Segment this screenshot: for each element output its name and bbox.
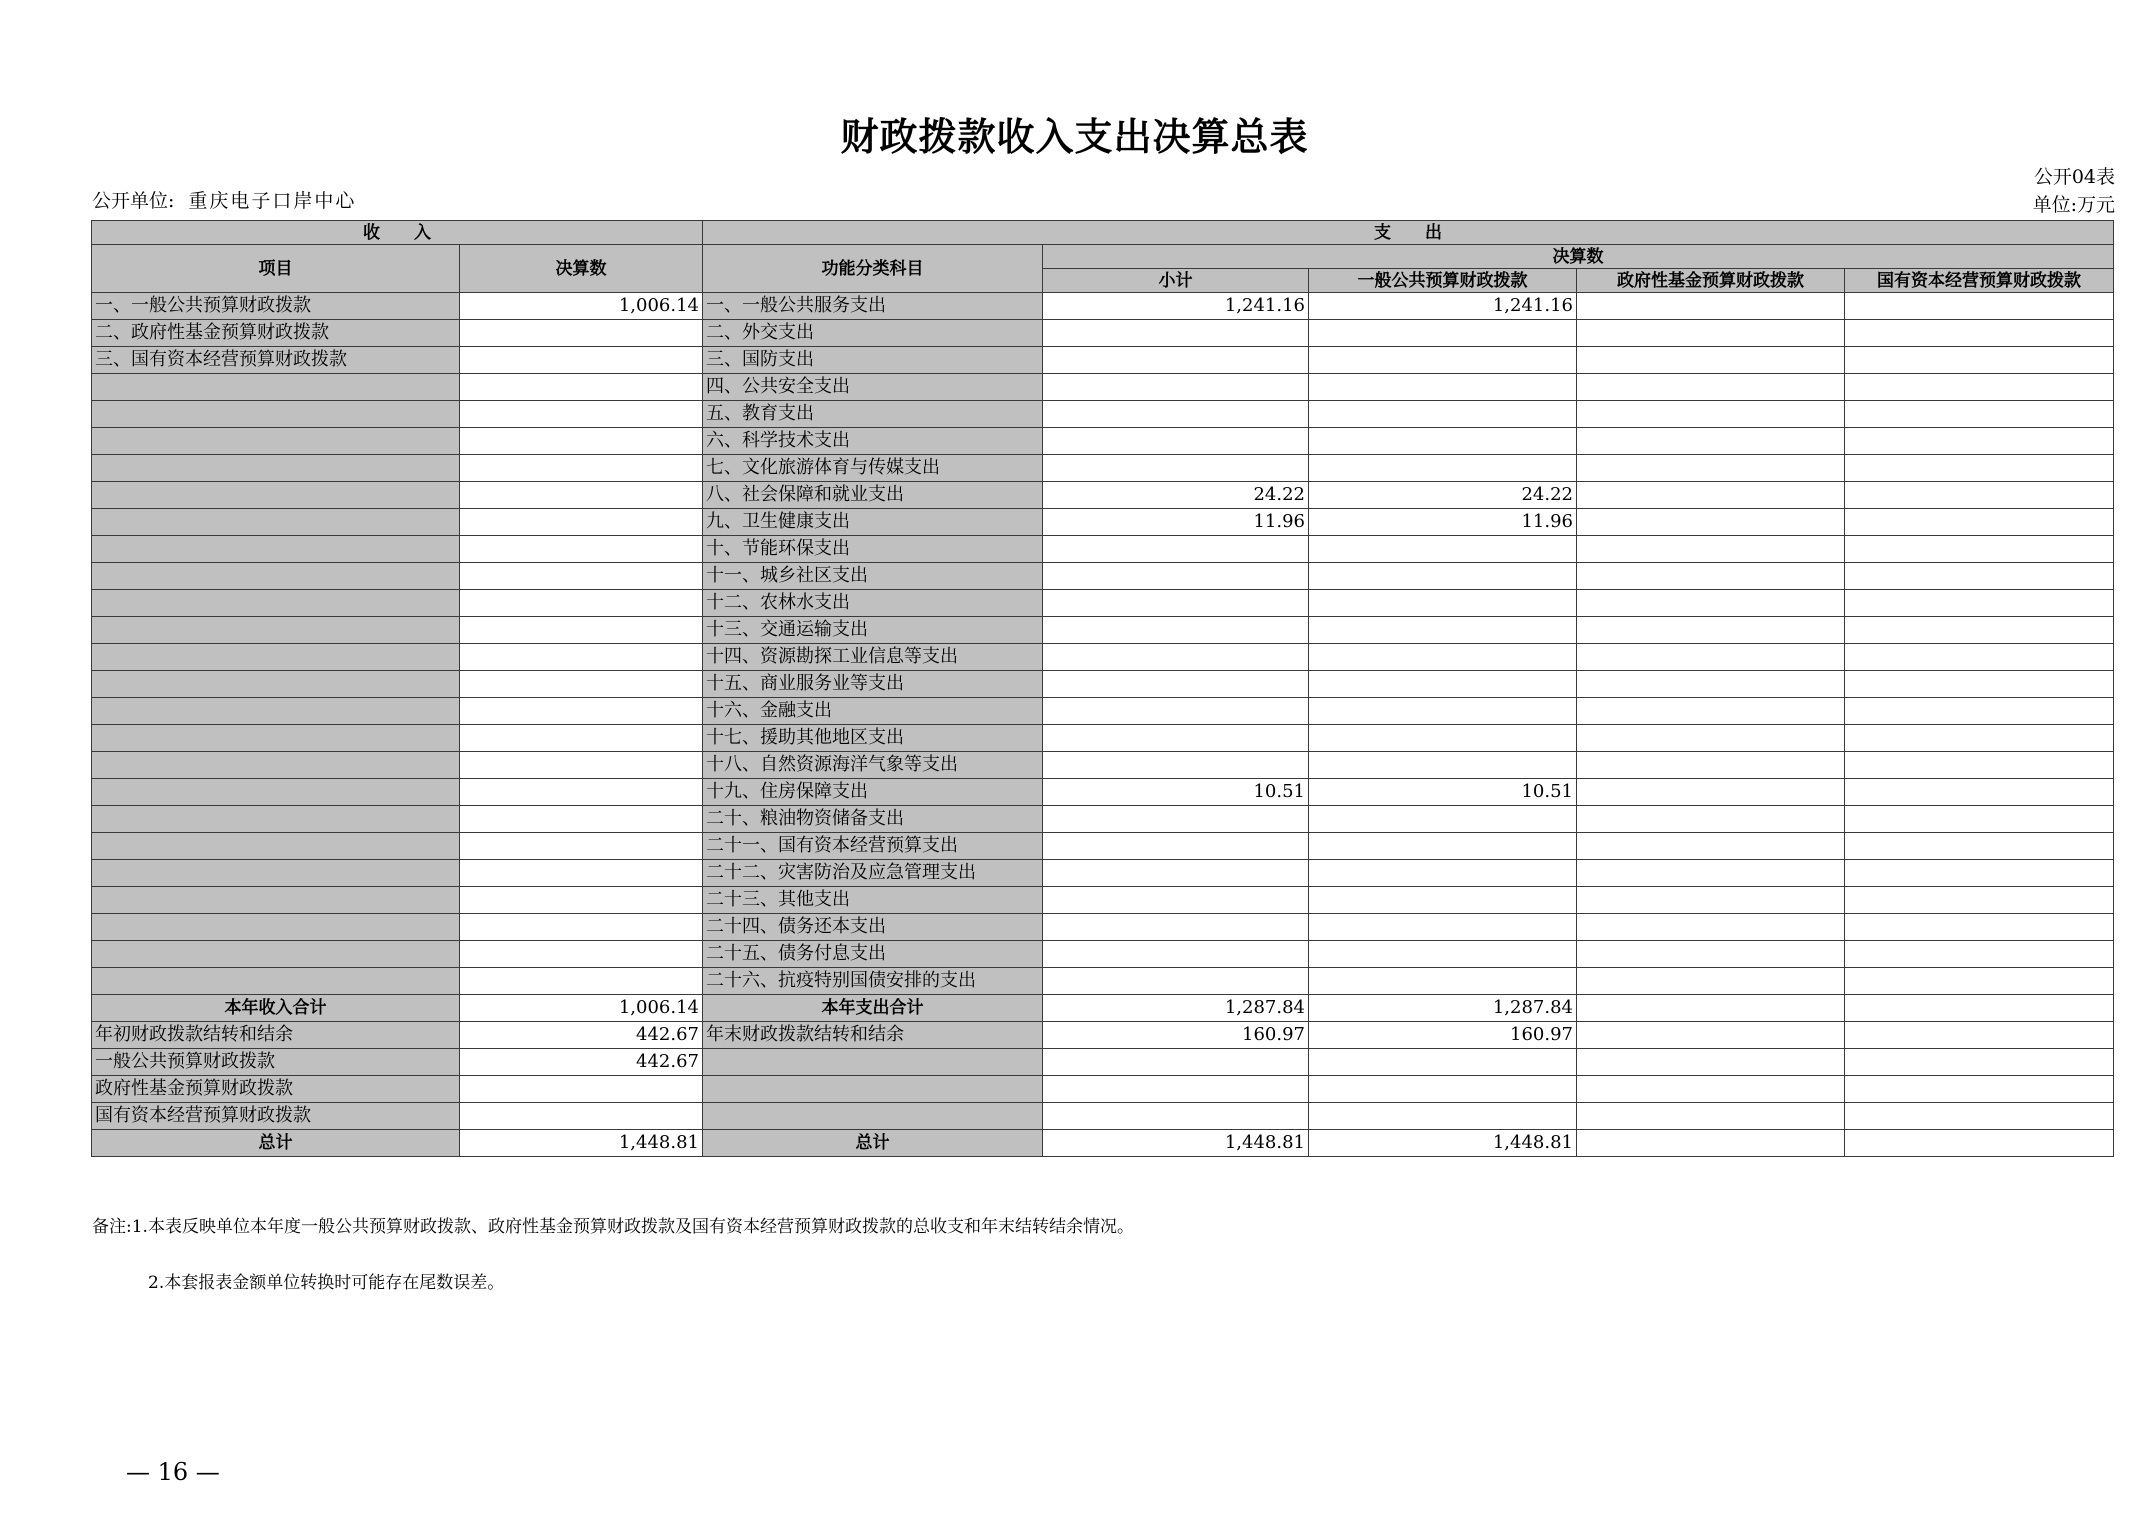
general-budget-cell: 1,287.84: [1309, 995, 1577, 1022]
income-amount-cell: [460, 860, 703, 887]
table-row: [92, 671, 2114, 698]
state-capital-cell: [1845, 995, 2114, 1022]
income-amount-cell: [460, 941, 703, 968]
function-item-cell: 五、教育支出: [703, 401, 1043, 428]
gov-fund-cell: [1577, 887, 1845, 914]
empty-amount-cell: [1845, 1049, 2114, 1076]
carryover-sub-amount-cell: [460, 1076, 703, 1103]
general-budget-cell: [1309, 887, 1577, 914]
note-2: 2.本套报表金额单位转换时可能存在尾数误差。: [148, 1273, 505, 1293]
state-capital-cell: [1845, 698, 2114, 725]
income-amount-cell: [460, 671, 703, 698]
carryover-sub-row: [92, 1103, 2114, 1130]
function-item-cell: 八、社会保障和就业支出: [703, 482, 1043, 509]
subtotal-cell: 1,287.84: [1043, 995, 1309, 1022]
subtotal-cell: [1043, 752, 1309, 779]
year-total-row: [92, 995, 2114, 1022]
gov-fund-cell: [1577, 1022, 1845, 1049]
income-item-cell: [92, 671, 460, 698]
general-budget-cell: 11.96: [1309, 509, 1577, 536]
income-item-cell: [92, 698, 460, 725]
function-item-cell: 十三、交通运输支出: [703, 617, 1043, 644]
gov-fund-cell: [1577, 671, 1845, 698]
org-label: 公开单位:: [92, 190, 175, 212]
general-budget-cell: [1309, 671, 1577, 698]
function-item-cell: 二十四、债务还本支出: [703, 914, 1043, 941]
table-row: [92, 941, 2114, 968]
empty-amount-cell: [1845, 1103, 2114, 1130]
income-amount-cell: [460, 617, 703, 644]
income-amount-cell: [460, 698, 703, 725]
gov-fund-cell: [1577, 401, 1845, 428]
table-row: [92, 860, 2114, 887]
table-row: [92, 455, 2114, 482]
general-budget-cell: [1309, 725, 1577, 752]
empty-amount-cell: [1577, 1049, 1845, 1076]
subtotal-cell: [1043, 833, 1309, 860]
general-budget-cell: [1309, 833, 1577, 860]
function-item-cell: 十九、住房保障支出: [703, 779, 1043, 806]
col-header-func: 功能分类科目: [703, 245, 1043, 293]
state-capital-cell: [1845, 401, 2114, 428]
empty-amount-cell: [1043, 1103, 1309, 1130]
function-item-cell: 六、科学技术支出: [703, 428, 1043, 455]
income-item-cell: [92, 563, 460, 590]
state-capital-cell: [1845, 887, 2114, 914]
income-item-cell: [92, 914, 460, 941]
income-amount-cell: 1,448.81: [460, 1130, 703, 1157]
subtotal-cell: [1043, 563, 1309, 590]
table-row: [92, 752, 2114, 779]
state-capital-cell: [1845, 509, 2114, 536]
subtotal-cell: [1043, 698, 1309, 725]
table-row: [92, 482, 2114, 509]
table-row: [92, 536, 2114, 563]
income-item-cell: [92, 806, 460, 833]
state-capital-cell: [1845, 374, 2114, 401]
general-budget-cell: [1309, 374, 1577, 401]
gov-fund-cell: [1577, 779, 1845, 806]
gov-fund-cell: [1577, 644, 1845, 671]
empty-amount-cell: [1845, 1076, 2114, 1103]
gov-fund-cell: [1577, 941, 1845, 968]
subtotal-cell: [1043, 725, 1309, 752]
carryover-sub-row: [92, 1049, 2114, 1076]
general-budget-cell: 1,241.16: [1309, 293, 1577, 320]
subtotal-cell: [1043, 320, 1309, 347]
form-number: 公开04表: [2033, 166, 2115, 188]
gov-fund-cell: [1577, 590, 1845, 617]
gov-fund-cell: [1577, 995, 1845, 1022]
income-item-cell: [92, 860, 460, 887]
empty-amount-cell: [1577, 1076, 1845, 1103]
empty-amount-cell: [1309, 1049, 1577, 1076]
income-item-cell: [92, 428, 460, 455]
expense-label-cell: 本年支出合计: [703, 995, 1043, 1022]
general-budget-cell: [1309, 455, 1577, 482]
carryover-sub-label-cell: 国有资本经营预算财政拨款: [92, 1103, 460, 1130]
general-budget-cell: [1309, 806, 1577, 833]
income-item-cell: 三、国有资本经营预算财政拨款: [92, 347, 460, 374]
table-row: [92, 887, 2114, 914]
income-label-cell: 年初财政拨款结转和结余: [92, 1022, 460, 1049]
table-row: [92, 617, 2114, 644]
function-item-cell: 十二、农林水支出: [703, 590, 1043, 617]
income-item-cell: [92, 374, 460, 401]
page-number: — 16 —: [126, 1458, 220, 1486]
general-budget-cell: 10.51: [1309, 779, 1577, 806]
income-item-cell: 二、政府性基金预算财政拨款: [92, 320, 460, 347]
col-header-subtotal: 小计: [1043, 269, 1309, 293]
income-amount-cell: 442.67: [460, 1022, 703, 1049]
table-row: [92, 293, 2114, 320]
general-budget-cell: [1309, 644, 1577, 671]
state-capital-cell: [1845, 536, 2114, 563]
state-capital-cell: [1845, 914, 2114, 941]
gov-fund-cell: [1577, 1130, 1845, 1157]
state-capital-cell: [1845, 806, 2114, 833]
function-item-cell: 一、一般公共服务支出: [703, 293, 1043, 320]
function-item-cell: 七、文化旅游体育与传媒支出: [703, 455, 1043, 482]
state-capital-cell: [1845, 293, 2114, 320]
gov-fund-cell: [1577, 860, 1845, 887]
income-amount-cell: [460, 752, 703, 779]
gov-fund-cell: [1577, 293, 1845, 320]
function-item-cell: 二、外交支出: [703, 320, 1043, 347]
function-item-cell: 二十三、其他支出: [703, 887, 1043, 914]
subtotal-cell: 11.96: [1043, 509, 1309, 536]
carryover-row: [92, 1022, 2114, 1049]
general-budget-cell: [1309, 401, 1577, 428]
income-amount-cell: [460, 482, 703, 509]
state-capital-cell: [1845, 590, 2114, 617]
col-header-final: 决算数: [1043, 245, 2114, 269]
state-capital-cell: [1845, 320, 2114, 347]
gov-fund-cell: [1577, 914, 1845, 941]
subtotal-cell: [1043, 914, 1309, 941]
state-capital-cell: [1845, 725, 2114, 752]
income-amount-cell: [460, 833, 703, 860]
expense-label-cell: 年末财政拨款结转和结余: [703, 1022, 1043, 1049]
income-amount-cell: [460, 455, 703, 482]
empty-amount-cell: [1043, 1076, 1309, 1103]
state-capital-cell: [1845, 644, 2114, 671]
empty-amount-cell: [1043, 1049, 1309, 1076]
subtotal-cell: [1043, 428, 1309, 455]
income-amount-cell: 1,006.14: [460, 995, 703, 1022]
col-header-item: 项目: [92, 245, 460, 293]
gov-fund-cell: [1577, 968, 1845, 995]
expense-label-cell: 总计: [703, 1130, 1043, 1157]
function-item-cell: 十八、自然资源海洋气象等支出: [703, 752, 1043, 779]
gov-fund-cell: [1577, 563, 1845, 590]
state-capital-cell: [1845, 1130, 2114, 1157]
state-capital-cell: [1845, 428, 2114, 455]
table-row: [92, 320, 2114, 347]
subtotal-cell: 10.51: [1043, 779, 1309, 806]
function-item-cell: 十、节能环保支出: [703, 536, 1043, 563]
income-item-cell: [92, 887, 460, 914]
org-line: [92, 186, 356, 213]
state-capital-cell: [1845, 482, 2114, 509]
note-1: 备注:1.本表反映单位本年度一般公共预算财政拨款、政府性基金预算财政拨款及国有资本经营预算财政拨款的总收支和年末结转结余情况。: [92, 1217, 1134, 1237]
income-amount-cell: [460, 644, 703, 671]
subtotal-cell: [1043, 536, 1309, 563]
table-row: [92, 914, 2114, 941]
empty-function-cell: [703, 1103, 1043, 1130]
gov-fund-cell: [1577, 752, 1845, 779]
col-header-amount: 决算数: [460, 245, 703, 293]
subtotal-cell: [1043, 455, 1309, 482]
carryover-sub-amount-cell: 442.67: [460, 1049, 703, 1076]
income-item-cell: [92, 968, 460, 995]
function-item-cell: 三、国防支出: [703, 347, 1043, 374]
function-item-cell: 九、卫生健康支出: [703, 509, 1043, 536]
income-amount-cell: [460, 914, 703, 941]
income-item-cell: [92, 455, 460, 482]
state-capital-cell: [1845, 779, 2114, 806]
function-item-cell: 二十五、债务付息支出: [703, 941, 1043, 968]
income-amount-cell: 1,006.14: [460, 293, 703, 320]
unit-label: 单位:万元: [2032, 194, 2115, 216]
income-amount-cell: [460, 374, 703, 401]
table-row: [92, 725, 2114, 752]
gov-fund-cell: [1577, 833, 1845, 860]
table-row: [92, 833, 2114, 860]
function-item-cell: 二十、粮油物资储备支出: [703, 806, 1043, 833]
income-item-cell: [92, 590, 460, 617]
table-row: [92, 563, 2114, 590]
function-item-cell: 十六、金融支出: [703, 698, 1043, 725]
income-amount-cell: [460, 779, 703, 806]
gov-fund-cell: [1577, 320, 1845, 347]
table-row: [92, 698, 2114, 725]
state-capital-cell: [1845, 860, 2114, 887]
income-amount-cell: [460, 401, 703, 428]
col-header-state: 国有资本经营预算财政拨款: [1845, 269, 2114, 293]
subtotal-cell: [1043, 347, 1309, 374]
gov-fund-cell: [1577, 509, 1845, 536]
general-budget-cell: 1,448.81: [1309, 1130, 1577, 1157]
carryover-sub-label-cell: 一般公共预算财政拨款: [92, 1049, 460, 1076]
table-row: [92, 806, 2114, 833]
general-budget-cell: [1309, 752, 1577, 779]
income-item-cell: [92, 725, 460, 752]
function-item-cell: 四、公共安全支出: [703, 374, 1043, 401]
subtotal-cell: [1043, 968, 1309, 995]
state-capital-cell: [1845, 752, 2114, 779]
general-budget-cell: [1309, 347, 1577, 374]
general-budget-cell: [1309, 860, 1577, 887]
function-item-cell: 十四、资源勘探工业信息等支出: [703, 644, 1043, 671]
income-item-cell: [92, 401, 460, 428]
income-item-cell: [92, 536, 460, 563]
income-amount-cell: [460, 725, 703, 752]
gov-fund-cell: [1577, 698, 1845, 725]
subtotal-cell: [1043, 860, 1309, 887]
income-amount-cell: [460, 806, 703, 833]
gov-fund-cell: [1577, 428, 1845, 455]
general-budget-cell: [1309, 698, 1577, 725]
general-budget-cell: [1309, 617, 1577, 644]
table-row: [92, 374, 2114, 401]
function-item-cell: 二十二、灾害防治及应急管理支出: [703, 860, 1043, 887]
state-capital-cell: [1845, 455, 2114, 482]
function-item-cell: 二十六、抗疫特别国债安排的支出: [703, 968, 1043, 995]
gov-fund-cell: [1577, 482, 1845, 509]
income-amount-cell: [460, 347, 703, 374]
table-row: [92, 347, 2114, 374]
gov-fund-cell: [1577, 617, 1845, 644]
empty-amount-cell: [1309, 1076, 1577, 1103]
general-budget-cell: [1309, 941, 1577, 968]
subtotal-cell: [1043, 644, 1309, 671]
income-amount-cell: [460, 536, 703, 563]
state-capital-cell: [1845, 968, 2114, 995]
budget-table: [91, 220, 2114, 1157]
empty-function-cell: [703, 1049, 1043, 1076]
general-budget-cell: [1309, 536, 1577, 563]
subtotal-cell: [1043, 671, 1309, 698]
table-row: [92, 509, 2114, 536]
income-label-cell: 总计: [92, 1130, 460, 1157]
subtotal-cell: 24.22: [1043, 482, 1309, 509]
subtotal-cell: [1043, 806, 1309, 833]
general-budget-cell: [1309, 428, 1577, 455]
carryover-sub-row: [92, 1076, 2114, 1103]
function-item-cell: 十一、城乡社区支出: [703, 563, 1043, 590]
income-amount-cell: [460, 320, 703, 347]
function-item-cell: 十五、商业服务业等支出: [703, 671, 1043, 698]
income-amount-cell: [460, 968, 703, 995]
general-budget-cell: [1309, 914, 1577, 941]
empty-amount-cell: [1577, 1103, 1845, 1130]
table-row: [92, 644, 2114, 671]
subtotal-cell: 1,241.16: [1043, 293, 1309, 320]
gov-fund-cell: [1577, 725, 1845, 752]
gov-fund-cell: [1577, 806, 1845, 833]
subtotal-cell: [1043, 941, 1309, 968]
col-header-general: 一般公共预算财政拨款: [1309, 269, 1577, 293]
income-item-cell: [92, 617, 460, 644]
income-item-cell: [92, 779, 460, 806]
state-capital-cell: [1845, 1022, 2114, 1049]
subtotal-cell: 1,448.81: [1043, 1130, 1309, 1157]
income-label-cell: 本年收入合计: [92, 995, 460, 1022]
general-budget-cell: [1309, 563, 1577, 590]
income-amount-cell: [460, 887, 703, 914]
income-item-cell: [92, 644, 460, 671]
state-capital-cell: [1845, 347, 2114, 374]
income-section-header: 收 入: [92, 221, 703, 245]
state-capital-cell: [1845, 617, 2114, 644]
gov-fund-cell: [1577, 455, 1845, 482]
income-item-cell: 一、一般公共预算财政拨款: [92, 293, 460, 320]
income-amount-cell: [460, 563, 703, 590]
income-item-cell: [92, 509, 460, 536]
subtotal-cell: 160.97: [1043, 1022, 1309, 1049]
general-budget-cell: [1309, 968, 1577, 995]
table-row: [92, 968, 2114, 995]
income-item-cell: [92, 482, 460, 509]
income-amount-cell: [460, 509, 703, 536]
general-budget-cell: 160.97: [1309, 1022, 1577, 1049]
expense-section-header: 支 出: [703, 221, 2114, 245]
empty-function-cell: [703, 1076, 1043, 1103]
col-header-fund: 政府性基金预算财政拨款: [1577, 269, 1845, 293]
carryover-sub-label-cell: 政府性基金预算财政拨款: [92, 1076, 460, 1103]
income-amount-cell: [460, 428, 703, 455]
income-item-cell: [92, 833, 460, 860]
grand-total-row: [92, 1130, 2114, 1157]
state-capital-cell: [1845, 833, 2114, 860]
subtotal-cell: [1043, 887, 1309, 914]
gov-fund-cell: [1577, 536, 1845, 563]
income-item-cell: [92, 752, 460, 779]
income-amount-cell: [460, 590, 703, 617]
gov-fund-cell: [1577, 347, 1845, 374]
subtotal-cell: [1043, 590, 1309, 617]
empty-amount-cell: [1309, 1103, 1577, 1130]
state-capital-cell: [1845, 941, 2114, 968]
state-capital-cell: [1845, 563, 2114, 590]
general-budget-cell: 24.22: [1309, 482, 1577, 509]
function-item-cell: 二十一、国有资本经营预算支出: [703, 833, 1043, 860]
state-capital-cell: [1845, 671, 2114, 698]
table-row: [92, 401, 2114, 428]
table-row: [92, 428, 2114, 455]
function-item-cell: 十七、援助其他地区支出: [703, 725, 1043, 752]
org-value: 重庆电子口岸中心: [188, 190, 357, 212]
gov-fund-cell: [1577, 374, 1845, 401]
general-budget-cell: [1309, 320, 1577, 347]
subtotal-cell: [1043, 401, 1309, 428]
table-row: [92, 590, 2114, 617]
subtotal-cell: [1043, 617, 1309, 644]
page-title: 财政拨款收入支出决算总表: [840, 115, 1309, 159]
carryover-sub-amount-cell: [460, 1103, 703, 1130]
income-item-cell: [92, 941, 460, 968]
general-budget-cell: [1309, 590, 1577, 617]
table-row: [92, 779, 2114, 806]
subtotal-cell: [1043, 374, 1309, 401]
